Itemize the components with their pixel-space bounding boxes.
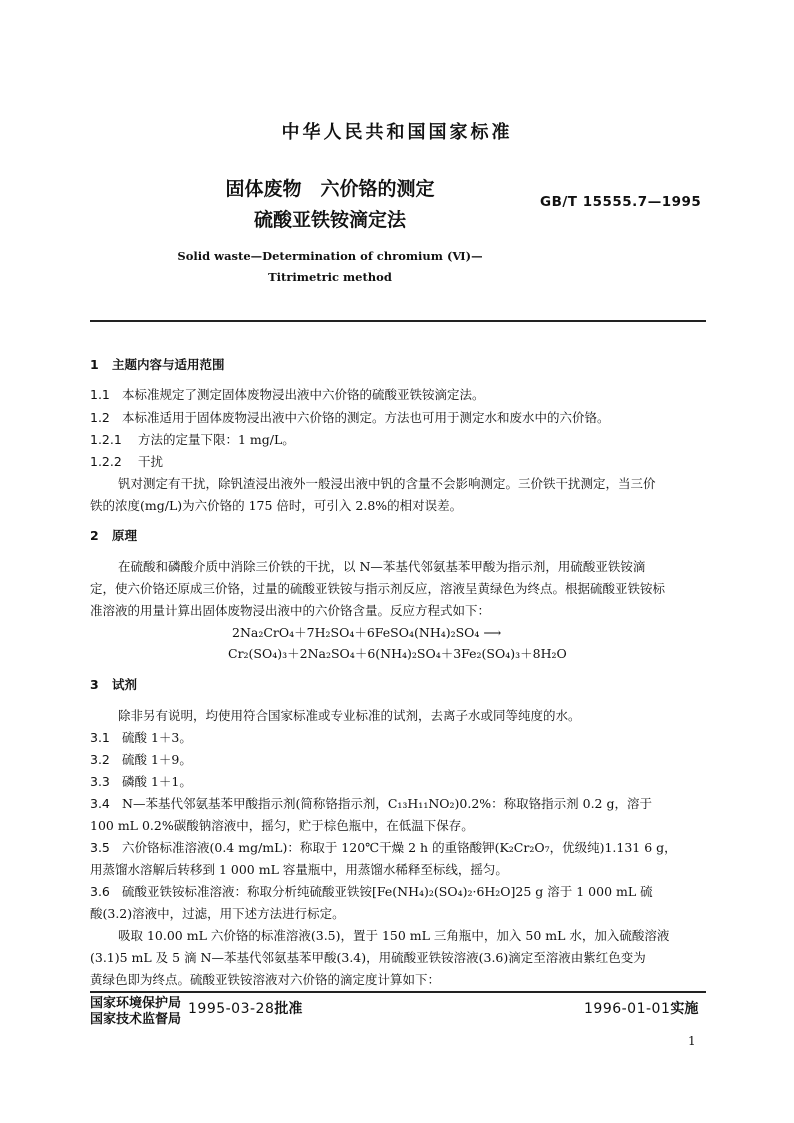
page-number: 1: [688, 1034, 696, 1048]
clause-number: 3.2: [90, 752, 110, 767]
implementation-date: 1996-01-01: [584, 1001, 671, 1017]
footer-divider: [90, 991, 706, 993]
national-standard-title: 中华人民共和国国家标准: [281, 122, 513, 143]
clause-3-4-continued: 100 mL 0.2%碳酸钠溶液中，摇匀，贮于棕色瓶中，在低温下保存。: [90, 818, 474, 833]
implementation-info: [584, 998, 698, 1018]
implementation-label: 实施: [670, 1001, 699, 1017]
interference-text-line1: 钒对测定有干扰，除钒渣浸出液外一般浸出液中钒的含量不会影响测定。三价铁干扰测定，当三价: [118, 476, 656, 491]
section-number: 2: [90, 528, 99, 543]
header-divider: [90, 320, 706, 322]
clause-text: N—苯基代邻氨基苯甲酸指示剂(简称铬指示剂，C₁₃H₁₁NO₂)0.2%：称取铬指示剂 0.2 g，溶于: [122, 796, 652, 811]
section-title: 试剂: [112, 677, 138, 692]
reaction-equation-line1: 2Na₂CrO₄＋7H₂SO₄＋6FeSO₄(NH₄)₂SO₄ ⟶: [232, 625, 502, 640]
section-heading-3: [90, 676, 137, 694]
principle-line1: 在硫酸和磷酸介质中消除三价铁的干扰，以 N—苯基代邻氨基苯甲酸为指示剂，用硫酸亚铁铵滴: [118, 559, 646, 574]
calibration-line2: (3.1)5 mL 及 5 滴 N—苯基代邻氨基苯甲酸(3.4)，用硫酸亚铁铵溶液(3.6)滴定至溶液由紫红色变为: [90, 950, 646, 965]
clause-text: 本标准适用于固体废物浸出液中六价铬的测定。方法也可用于测定水和废水中的六价铬。: [122, 410, 610, 425]
clause-text: 硫酸 1＋9。: [122, 752, 192, 767]
document-title-line2: 硫酸亚铁铵滴定法: [253, 209, 406, 231]
clause-number: 1.2.1: [90, 432, 122, 447]
clause-text: 干扰: [138, 454, 164, 469]
clause-1-1: [90, 386, 485, 404]
clause-number: 3.1: [90, 730, 110, 745]
clause-number: 3.5: [90, 840, 110, 855]
principle-line3: 准溶液的用量计算出固体废物浸出液中的六价铬含量。反应方程式如下：: [90, 603, 491, 618]
principle-line2: 定，使六价铬还原成三价铬，过量的硫酸亚铁铵与指示剂反应，溶液呈黄绿色为终点。根据硫酸亚铁铵标: [90, 581, 666, 596]
clause-1-2-2: [90, 453, 163, 471]
section-heading-1: [90, 356, 225, 374]
approval-info: [188, 998, 302, 1018]
standard-code: GB/T 15555.7—1995: [540, 194, 702, 210]
reaction-equation-line2: Cr₂(SO₄)₃＋2Na₂SO₄＋6(NH₄)₂SO₄＋3Fe₂(SO₄)₃＋8H₂O: [228, 646, 567, 661]
section-title: 原理: [112, 528, 138, 543]
clause-number: 1.1: [90, 387, 110, 402]
clause-text: 方法的定量下限：1 mg/L。: [138, 432, 295, 447]
clause-3-4: [90, 795, 652, 813]
approval-date: 1995-03-28: [188, 1001, 275, 1017]
clause-3-5-continued: 用蒸馏水溶解后转移到 1 000 mL 容量瓶中，用蒸馏水稀释至标线，摇匀。: [90, 862, 508, 877]
clause-number: 3.4: [90, 796, 110, 811]
clause-3-5: [90, 839, 677, 857]
clause-3-3: [90, 773, 192, 791]
english-title-line1: Solid waste—Determination of chromium (Ⅵ)—: [177, 249, 483, 263]
clause-3-6-continued: 酸(3.2)溶液中，过滤，用下述方法进行标定。: [90, 906, 345, 921]
section-title: 主题内容与适用范围: [112, 357, 225, 372]
clause-text: 本标准规定了测定固体废物浸出液中六价铬的硫酸亚铁铵滴定法。: [122, 387, 485, 402]
clause-1-2: [90, 409, 610, 427]
english-title-line2: Titrimetric method: [268, 270, 392, 284]
calibration-line3: 黄绿色即为终点。硫酸亚铁铵溶液对六价铬的滴定度计算如下：: [90, 972, 441, 987]
clause-3-6: [90, 883, 653, 901]
section-number: 1: [90, 357, 99, 372]
clause-number: 1.2.2: [90, 454, 122, 469]
clause-number: 3.6: [90, 884, 110, 899]
approval-label: 批准: [274, 1001, 303, 1017]
clause-text: 硫酸 1＋3。: [122, 730, 192, 745]
calibration-line1: 吸取 10.00 mL 六价铬的标准溶液(3.5)，置于 150 mL 三角瓶中，加入 50 mL 水，加入硫酸溶液: [118, 928, 670, 943]
clause-text: 硫酸亚铁铵标准溶液：称取分析纯硫酸亚铁铵[Fe(NH₄)₂(SO₄)₂·6H₂O]25 g 溶于 1 000 mL 硫: [122, 884, 653, 899]
clause-number: 1.2: [90, 410, 110, 425]
issuer-line1: 国家环境保护局: [90, 996, 182, 1011]
section-number: 3: [90, 677, 99, 692]
section-heading-2: [90, 527, 137, 545]
clause-3-1: [90, 729, 192, 747]
interference-text-line2: 铁的浓度(mg/L)为六价铬的 175 倍时，可引入 2.8%的相对误差。: [90, 498, 463, 513]
issuer-line2: 国家技术监督局: [90, 1012, 182, 1027]
clause-number: 3.3: [90, 774, 110, 789]
reagents-intro: 除非另有说明，均使用符合国家标准或专业标准的试剂，去离子水或同等纯度的水。: [118, 708, 581, 723]
document-title-line1: 固体废物 六价铬的测定: [225, 178, 435, 200]
clause-1-2-1: [90, 431, 295, 449]
clause-text: 磷酸 1＋1。: [122, 774, 192, 789]
clause-text: 六价铬标准溶液(0.4 mg/mL)：称取于 120℃干燥 2 h 的重铬酸钾(K₂Cr₂O₇，优级纯)1.131 6 g，: [122, 840, 677, 855]
clause-3-2: [90, 751, 192, 769]
